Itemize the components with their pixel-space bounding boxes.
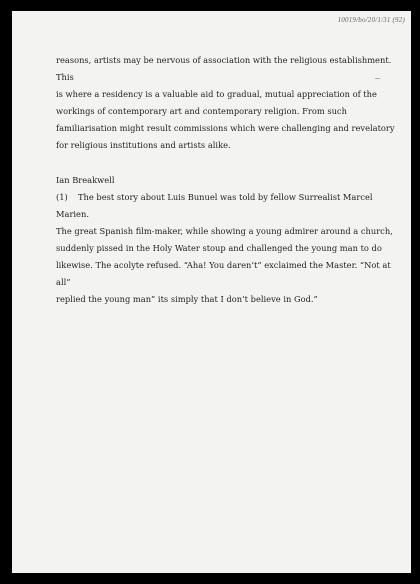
document-body bbox=[56, 52, 396, 308]
body-line: workings of contemporary art and contemporary religion. From such bbox=[56, 106, 347, 117]
footnote-line: likewise. The acolyte refused. “Aha! You daren’t” exclaimed the Master. “Not at all” bbox=[56, 260, 391, 288]
body-line: for religious institutions and artists alike. bbox=[56, 140, 231, 151]
body-line: reasons, artists may be nervous of association with the religious establishment. This bbox=[56, 55, 392, 83]
footnote-line bbox=[56, 189, 396, 223]
archive-reference: 10019/bo/20/1/31 (92) bbox=[337, 16, 405, 24]
footnote-number: (1) bbox=[56, 191, 68, 202]
body-line: familiarisation might result commissions which were challenging and revelatory bbox=[56, 123, 395, 134]
footnote-line: The great Spanish film-maker, while showing a young admirer around a church, bbox=[56, 225, 393, 236]
paragraph-gap bbox=[56, 155, 396, 172]
author-name: Ian Breakwell bbox=[56, 174, 115, 185]
footnote-text: The best story about Luis Bunuel was told by fellow Surrealist Marcel Marien. bbox=[56, 191, 373, 219]
footnote-line: replied the young man” its simply that I don’t believe in God.” bbox=[56, 294, 318, 305]
document-page bbox=[12, 11, 411, 573]
body-line: is where a residency is a valuable aid to gradual, mutual appreciation of the bbox=[56, 89, 377, 100]
footnote-line: suddenly pissed in the Holy Water stoup and challenged the young man to do bbox=[56, 242, 382, 253]
